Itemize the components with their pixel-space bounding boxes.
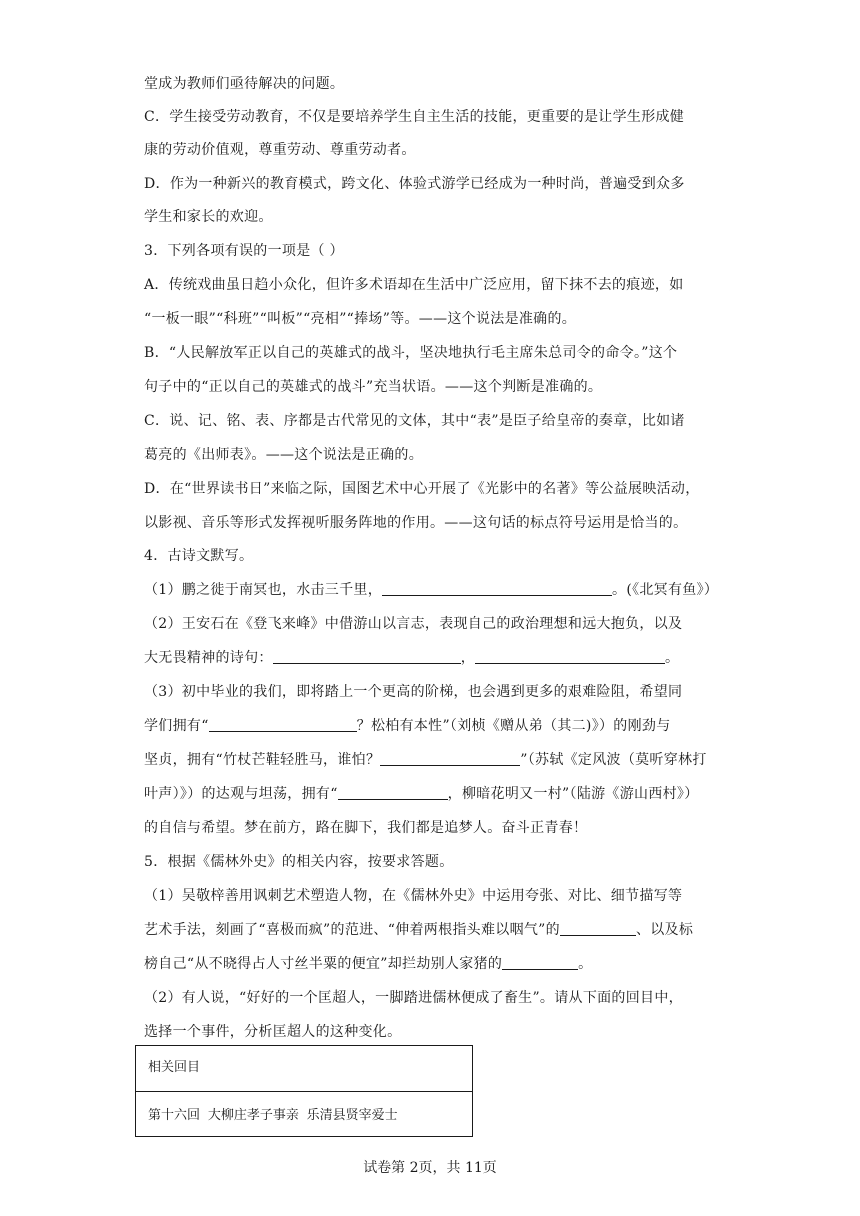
q4-2-comma: ， — [460, 650, 476, 666]
q4-item-3-line-4 — [144, 784, 699, 804]
table-header-row — [136, 1046, 472, 1092]
q5-item-1-line-1: （1）吴敬梓善用讽刺艺术塑造人物，在《儒林外史》中运用夸张、对比、细节描写等 — [144, 888, 683, 904]
question-4-title: 4．古诗文默写。 — [144, 548, 254, 564]
q4-item-3-line-5: 的自信与希望。梦在前方，路在脚下，我们都是追梦人。奋斗正青春！ — [144, 820, 588, 836]
q4-1-prompt: （1）鹏之徙于南冥也，水击三千里， — [144, 582, 383, 598]
q3-option-d-line-1: D．在“世界读书日”来临之际，国图艺术中心开展了《光影中的名著》等公益展映活动， — [144, 481, 700, 497]
q3-option-d-line-2: 以影视、音乐等形式发挥视听服务阵地的作用。——这句话的标点符号运用是恰当的。 — [144, 515, 688, 531]
q3-option-b-line-1: B．“人民解放军正以自己的英雄式的战斗，坚决地执行毛主席朱总司令的命令。”这个 — [144, 345, 678, 361]
q4-item-3-line-1: （3）初中毕业的我们，即将踏上一个更高的阶梯，也会遇到更多的艰难险阻，希望同 — [144, 684, 683, 700]
q5-1-text-c: 榜自己“从不晓得占人寸丝半粟的便宜”却拦劫别人家猪的 — [144, 956, 503, 972]
q4-2-prompt: 大无畏精神的诗句： — [144, 650, 273, 666]
text-line: 堂成为教师们亟待解决的问题。 — [144, 76, 345, 92]
q4-item-3-line-2 — [144, 716, 671, 736]
q5-1-text-b: 、以及标 — [635, 922, 694, 938]
answer-blank[interactable] — [209, 717, 357, 732]
q4-item-2-line-1: （2）王安石在《登飞来峰》中借游山以言志，表现自己的政治理想和远大抱负，以及 — [144, 616, 683, 632]
q5-item-1-line-3 — [144, 954, 592, 974]
option-d-line-2: 学生和家长的欢迎。 — [144, 209, 273, 225]
answer-blank[interactable] — [382, 581, 612, 596]
q3-option-c-line-2: 葛亮的《出师表》。——这个说法是正确的。 — [144, 447, 423, 463]
q3-option-b-line-2: 句子中的“正以自己的英雄式的战斗”充当状语。——这个判断是准确的。 — [144, 379, 603, 395]
q5-1-text-a: 艺术手法，刻画了“喜极而疯”的范进、“伸着两根指头难以咽气”的 — [144, 922, 560, 938]
q5-item-1-line-2 — [144, 920, 693, 940]
table-header-cell: 相关回目 — [148, 1060, 201, 1075]
q4-item-2-line-2 — [144, 648, 679, 668]
answer-blank[interactable] — [338, 785, 448, 800]
answer-blank[interactable] — [475, 649, 665, 664]
q4-1-source: 。(《北冥有鱼》） — [612, 582, 719, 598]
answer-blank[interactable] — [273, 649, 461, 664]
q4-2-period: 。 — [665, 650, 680, 666]
question-3-title: 3．下列各项有误的一项是（ ） — [144, 243, 344, 259]
chapter-table — [135, 1045, 473, 1137]
option-c-line-1: C．学生接受劳动教育，不仅是要培养学生自主生活的技能，更重要的是让学生形成健 — [144, 109, 685, 125]
q4-3-text-b: ？松柏有本性”（刘桢《赠从弟（其二)》）的刚劲与 — [356, 718, 671, 734]
q4-3-text-e: 叶声）》）的达观与坦荡，拥有“ — [144, 786, 338, 802]
answer-blank[interactable] — [380, 751, 520, 766]
question-5-title: 5．根据《儒林外史》的相关内容，按要求答题。 — [144, 854, 454, 870]
q3-option-a-line-1: A．传统戏曲虽日趋小众化，但许多术语却在生活中广泛应用，留下抹不去的痕迹，如 — [144, 277, 684, 293]
q5-item-2-line-2: 选择一个事件，分析匡超人的这种变化。 — [144, 1024, 402, 1040]
q4-item-3-line-3 — [144, 750, 707, 770]
option-d-line-1: D．作为一种新兴的教育模式，跨文化、体验式游学已经成为一种时尚，普遍受到众多 — [144, 176, 685, 192]
q4-3-text-c: 坚贞，拥有“竹杖芒鞋轻胜马，谁怕？ — [144, 752, 381, 768]
answer-blank[interactable] — [502, 955, 578, 970]
q5-item-2-line-1: （2）有人说，“好好的一个匡超人，一脚踏进儒林便成了畜生”。请从下面的回目中， — [144, 990, 683, 1006]
q5-1-text-d: 。 — [578, 956, 593, 972]
q3-option-c-line-1: C．说、记、铭、表、序都是古代常见的文体，其中“表”是臣子给皇帝的奏章，比如诸 — [144, 413, 685, 429]
q4-3-text-d: ”（苏轼《定风波（莫听穿林打 — [520, 752, 707, 768]
table-row-cell: 第十六回 大柳庄孝子事亲 乐清县贤宰爱士 — [148, 1108, 398, 1123]
q4-item-1 — [144, 580, 718, 600]
answer-blank[interactable] — [560, 921, 636, 936]
q4-3-text-a: 学们拥有“ — [144, 718, 209, 734]
page-footer: 试卷第 2页，共 11页 — [363, 1160, 497, 1176]
q4-3-text-f: ，柳暗花明又一村”（陆游《游山西村》） — [447, 786, 699, 802]
option-c-line-2: 康的劳动价值观，尊重劳动、尊重劳动者。 — [144, 142, 416, 158]
q3-option-a-line-2: “一板一眼”“科班”“叫板”“亮相”“捧场”等。——这个说法是准确的。 — [144, 311, 577, 327]
